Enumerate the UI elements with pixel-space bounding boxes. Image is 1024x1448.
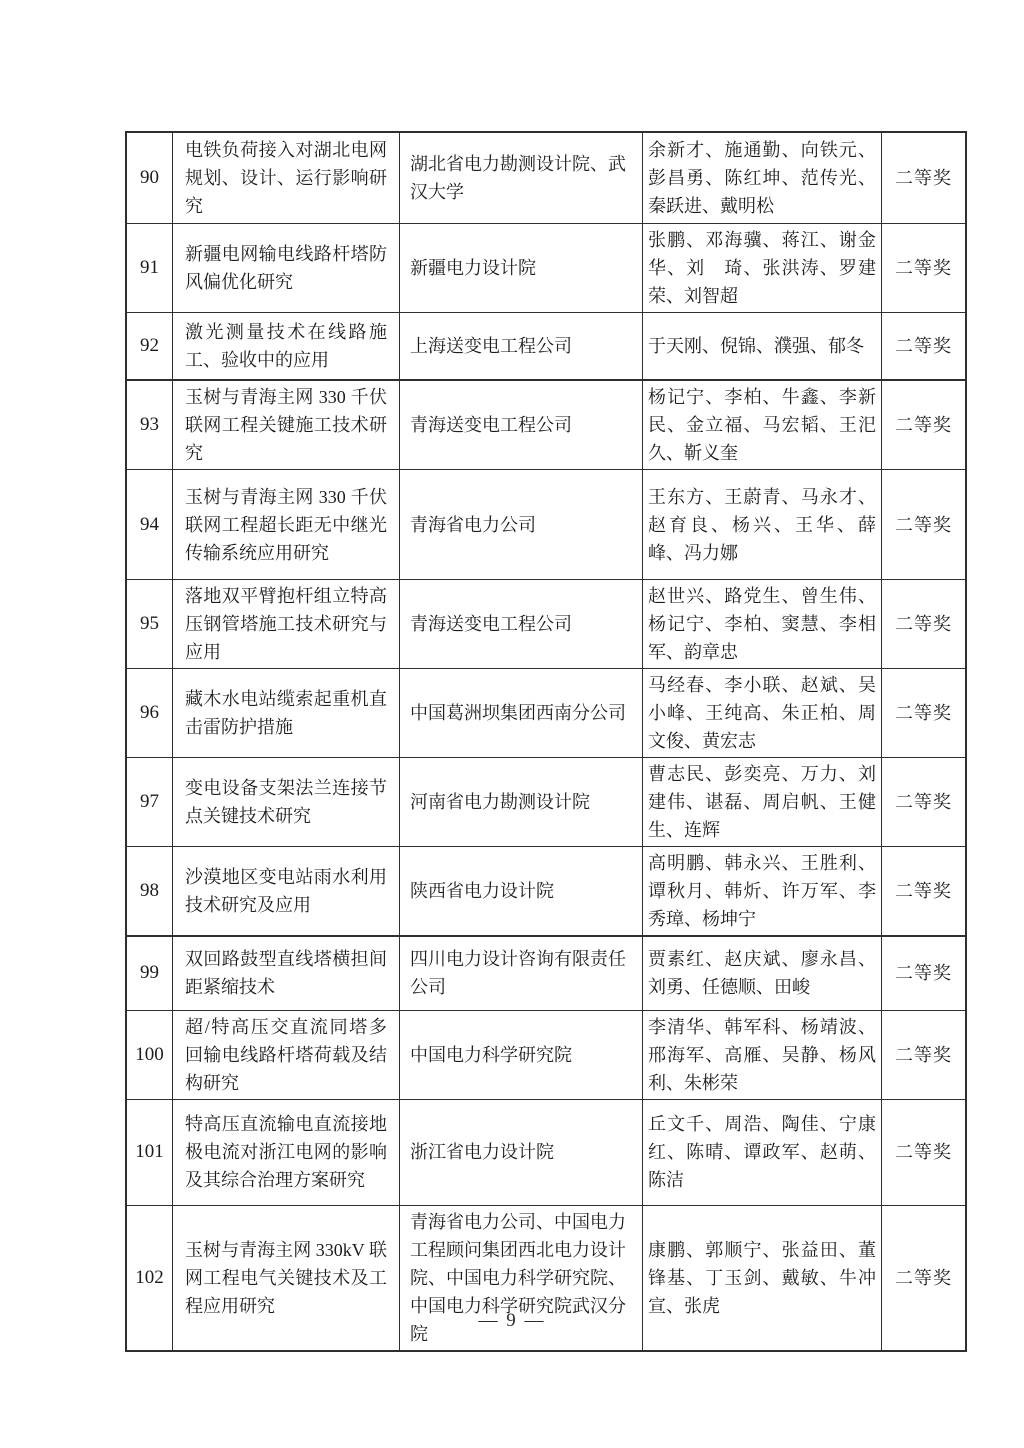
project-title-cell: 沙漠地区变电站雨水利用技术研究及应用 (173, 847, 400, 937)
organization-cell: 上海送变电工程公司 (400, 312, 643, 380)
awardees-cell: 曹志民、彭奕亮、万力、刘建伟、谌磊、周启帆、王健生、连辉 (643, 758, 882, 847)
project-title-cell: 玉树与青海主网 330 千伏联网工程关键施工技术研究 (173, 380, 400, 470)
organization-cell: 中国电力科学研究院 (400, 1010, 643, 1099)
awardees-cell: 康鹏、郭顺宁、张益田、董锋基、丁玉剑、戴敏、牛冲宣、张虎 (643, 1205, 882, 1351)
organization-cell: 湖北省电力勘测设计院、武汉大学 (400, 132, 643, 223)
organization-cell: 青海省电力公司、中国电力工程顾问集团西北电力设计院、中国电力科学研究院、中国电力科学研究院武汉分院 (400, 1205, 643, 1351)
project-title-cell: 藏木水电站缆索起重机直击雷防护措施 (173, 669, 400, 758)
table-row (126, 132, 966, 223)
organization-cell: 中国葛洲坝集团西南分公司 (400, 669, 643, 758)
project-title-cell: 双回路鼓型直线塔横担间距紧缩技术 (173, 936, 400, 1010)
row-number-cell: 96 (126, 669, 173, 758)
award-level-cell: 二等奖 (882, 1205, 967, 1351)
table-row (126, 669, 966, 758)
organization-cell: 浙江省电力设计院 (400, 1099, 643, 1205)
project-title-cell: 电铁负荷接入对湖北电网规划、设计、运行影响研究 (173, 132, 400, 223)
awardees-cell: 李清华、韩军科、杨靖波、邢海军、高雁、吴静、杨风利、朱彬荣 (643, 1010, 882, 1099)
awardees-cell: 张鹏、邓海骥、蒋江、谢金华、刘 琦、张洪涛、罗建荣、刘智超 (643, 223, 882, 312)
award-level-cell: 二等奖 (882, 1010, 967, 1099)
organization-cell: 河南省电力勘测设计院 (400, 758, 643, 847)
table-row (126, 380, 966, 470)
award-level-cell: 二等奖 (882, 669, 967, 758)
awardees-cell: 杨记宁、李柏、牛鑫、李新民、金立福、马宏韬、王汜久、靳义奎 (643, 380, 882, 470)
award-level-cell: 二等奖 (882, 380, 967, 470)
table-row (126, 847, 966, 937)
organization-cell: 陕西省电力设计院 (400, 847, 643, 937)
project-title-cell: 玉树与青海主网 330kV 联网工程电气关键技术及工程应用研究 (173, 1205, 400, 1351)
table-row (126, 1010, 966, 1099)
project-title-cell: 变电设备支架法兰连接节点关键技术研究 (173, 758, 400, 847)
awardees-cell: 马经春、李小联、赵斌、吴小峰、王纯高、朱正柏、周文俊、黄宏志 (643, 669, 882, 758)
awardees-cell: 赵世兴、路党生、曾生伟、杨记宁、李柏、窦慧、李相军、韵章忠 (643, 580, 882, 669)
organization-cell: 新疆电力设计院 (400, 223, 643, 312)
organization-cell: 青海省电力公司 (400, 470, 643, 580)
award-level-cell: 二等奖 (882, 132, 967, 223)
table-row (126, 580, 966, 669)
row-number-cell: 97 (126, 758, 173, 847)
row-number-cell: 99 (126, 936, 173, 1010)
project-title-cell: 特高压直流输电直流接地极电流对浙江电网的影响及其综合治理方案研究 (173, 1099, 400, 1205)
award-level-cell: 二等奖 (882, 758, 967, 847)
award-level-cell: 二等奖 (882, 223, 967, 312)
row-number-cell: 101 (126, 1099, 173, 1205)
project-title-cell: 新疆电网输电线路杆塔防风偏优化研究 (173, 223, 400, 312)
organization-cell: 青海送变电工程公司 (400, 580, 643, 669)
awardees-cell: 王东方、王蔚青、马永才、赵育良、杨兴、王华、薛峰、冯力娜 (643, 470, 882, 580)
project-title-cell: 激光测量技术在线路施工、验收中的应用 (173, 312, 400, 380)
award-level-cell: 二等奖 (882, 470, 967, 580)
row-number-cell: 94 (126, 470, 173, 580)
project-title-cell: 超/特高压交直流同塔多回输电线路杆塔荷载及结构研究 (173, 1010, 400, 1099)
awards-table-body (126, 132, 966, 1351)
project-title-cell: 玉树与青海主网 330 千伏联网工程超长距无中继光传输系统应用研究 (173, 470, 400, 580)
award-level-cell: 二等奖 (882, 936, 967, 1010)
table-row (126, 758, 966, 847)
row-number-cell: 98 (126, 847, 173, 937)
award-level-cell: 二等奖 (882, 847, 967, 937)
table-row (126, 936, 966, 1010)
row-number-cell: 95 (126, 580, 173, 669)
project-title-cell: 落地双平臂抱杆组立特高压钢管塔施工技术研究与应用 (173, 580, 400, 669)
table-row (126, 312, 966, 380)
organization-cell: 青海送变电工程公司 (400, 380, 643, 470)
row-number-cell: 102 (126, 1205, 173, 1351)
organization-cell: 四川电力设计咨询有限责任公司 (400, 936, 643, 1010)
row-number-cell: 93 (126, 380, 173, 470)
awardees-cell: 余新才、施通勤、向铁元、彭昌勇、陈红坤、范传光、秦跃进、戴明松 (643, 132, 882, 223)
award-level-cell: 二等奖 (882, 312, 967, 380)
awardees-cell: 于天刚、倪锦、濮强、郁冬 (643, 312, 882, 380)
row-number-cell: 91 (126, 223, 173, 312)
awardees-cell: 高明鹏、韩永兴、王胜利、谭秋月、韩炘、许万军、李秀璋、杨坤宁 (643, 847, 882, 937)
award-level-cell: 二等奖 (882, 580, 967, 669)
awardees-cell: 丘文千、周浩、陶佳、宁康红、陈晴、谭政军、赵萌、陈洁 (643, 1099, 882, 1205)
table-row (126, 1099, 966, 1205)
row-number-cell: 92 (126, 312, 173, 380)
page-number: — 9 — (478, 1310, 546, 1331)
awardees-cell: 贾素红、赵庆斌、廖永昌、刘勇、任德顺、田峻 (643, 936, 882, 1010)
table-row (126, 470, 966, 580)
awards-table (125, 131, 967, 1352)
row-number-cell: 90 (126, 132, 173, 223)
table-row (126, 223, 966, 312)
award-level-cell: 二等奖 (882, 1099, 967, 1205)
row-number-cell: 100 (126, 1010, 173, 1099)
